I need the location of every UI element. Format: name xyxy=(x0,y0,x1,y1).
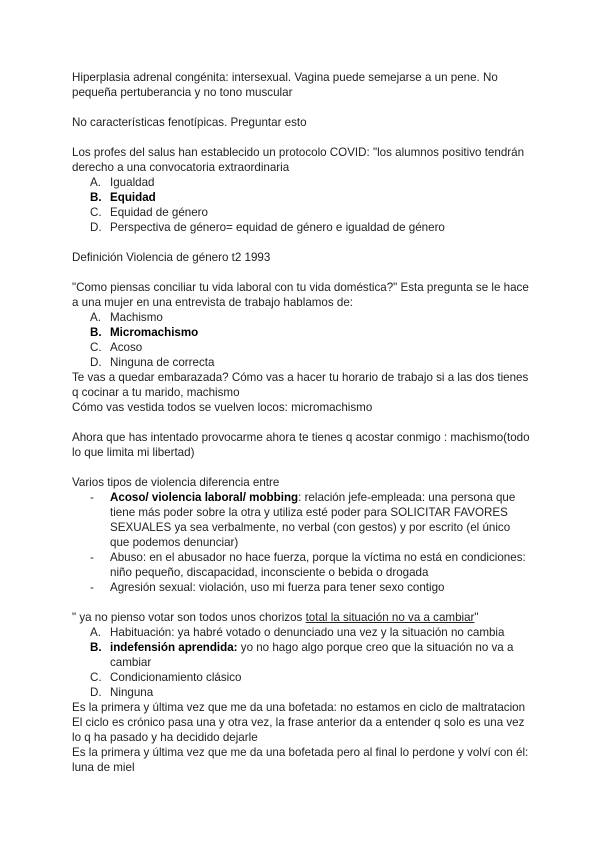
option-a: A. Igualdad xyxy=(90,176,155,189)
option-b: B. indefensión aprendida: yo no hago algo porque creo que la situación no va a cambiar xyxy=(90,641,514,669)
note-embarazada: Te vas a quedar embarazada? Cómo vas a hacer tu horario de trabajo si a las dos tienes q cocinar a tu marido, machismo xyxy=(72,371,529,399)
document-page xyxy=(72,70,532,775)
option-b: B. Micromachismo xyxy=(90,326,199,339)
options-covid xyxy=(72,175,532,235)
paragraph-hiperplasia: Hiperplasia adrenal congénita: intersexual. Vagina puede semejarse a un pene. No pequeña pertuberancia y no tono muscular xyxy=(72,71,498,99)
option-b: B. Equidad xyxy=(90,191,156,204)
violence-item-abuso: - Abuso: en el abusador no hace fuerza, porque la víctima no está en condiciones: niño pequeño, discapacidad, inconsciente o bebida o drogada xyxy=(90,551,526,579)
violence-item-acoso: - Acoso/ violencia laboral/ mobbing: relación jefe-empleada: una persona que tiene más poder sobre la otra y utiliza esté poder para SOLICITAR FAVORES SEXUALES ya sea verbalmente, no verbal (con gestos) y por escrito (el único que podemos denunciar) xyxy=(90,491,516,549)
options-conciliar xyxy=(72,310,532,370)
paragraph-provocarme: Ahora que has intentado provocarme ahora te tienes q acostar conmigo : machismo(todo lo que limita mi libertad) xyxy=(72,431,530,459)
paragraph-fenotipicas: No características fenotípicas. Preguntar esto xyxy=(72,116,307,129)
paragraph-definicion: Definición Violencia de género t2 1993 xyxy=(72,251,271,264)
note-bofetada: Es la primera y última vez que me da una bofetada: no estamos en ciclo de maltratacion xyxy=(72,701,526,714)
option-d: D. Ninguna xyxy=(90,686,154,699)
violence-title: Varios tipos de violencia diferencia entre xyxy=(72,476,280,489)
note-vestida: Cómo vas vestida todos se vuelven locos: micromachismo xyxy=(72,401,373,414)
note-luna-de-miel: Es la primera y última vez que me da una bofetada pero al final lo perdone y volví con él: luna de miel xyxy=(72,746,529,774)
option-c: C. Condicionamiento clásico xyxy=(90,671,242,684)
option-d: D. Perspectiva de género= equidad de género e igualdad de género xyxy=(90,221,445,234)
option-a: A. Machismo xyxy=(90,311,163,324)
option-a: A. Habituación: ya habré votado o denunciado una vez y la situación no cambia xyxy=(90,626,505,639)
question-covid: Los profes del salus han establecido un protocolo COVID: "los alumnos positivo tendrán derecho a una convocatoria extraordinaria xyxy=(72,146,525,174)
option-d: D. Ninguna de correcta xyxy=(90,356,215,369)
question-conciliar: "Como piensas conciliar tu vida laboral con tu vida doméstica?" Esta pregunta se le hace a una mujer en una entrevista de trabajo hablamos de: xyxy=(72,281,529,309)
option-c: C. Acoso xyxy=(90,341,143,354)
note-ciclo: El ciclo es crónico pasa una y otra vez, la frase anterior da a entender q solo es una vez lo q ha pasado y ha decidido dejarle xyxy=(72,716,525,744)
option-c: C. Equidad de género xyxy=(90,206,208,219)
question-votar: " ya no pienso votar son todos unos chorizos total la situación no va a cambiar" xyxy=(72,611,479,624)
violence-list xyxy=(72,490,532,595)
violence-item-agresion: - Agresión sexual: violación, uso mi fuerza para tener sexo contigo xyxy=(90,581,445,594)
options-votar xyxy=(72,625,532,700)
